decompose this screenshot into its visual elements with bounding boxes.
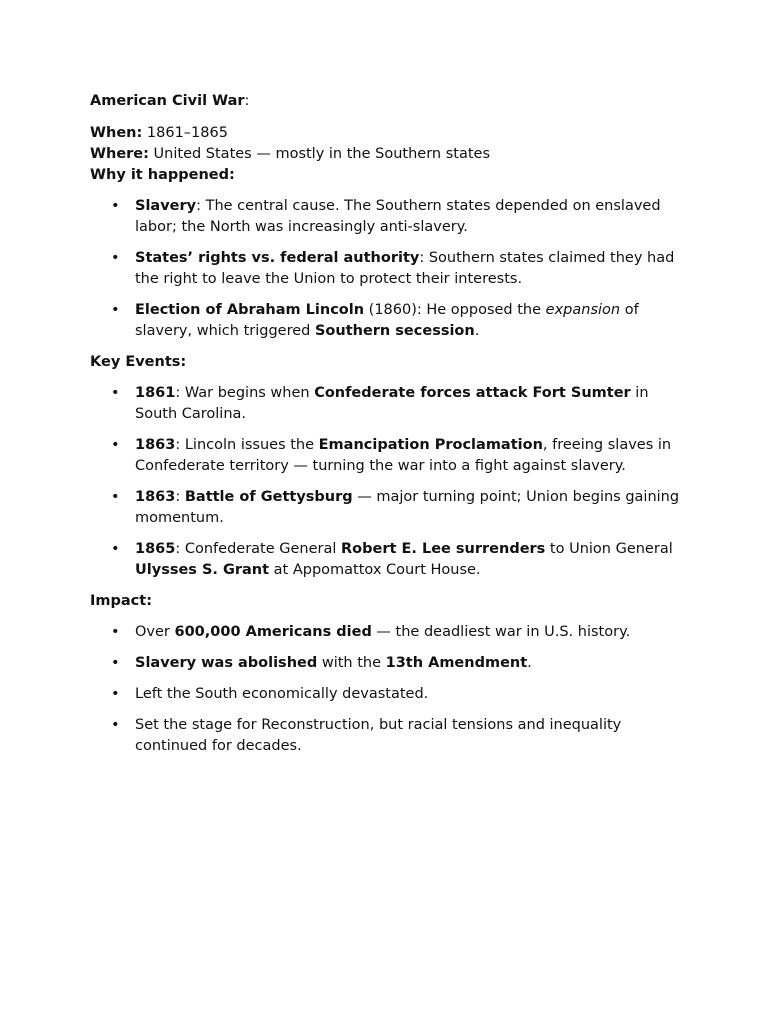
bullet-icon: • — [111, 624, 120, 640]
when-line — [90, 123, 690, 144]
text: with the — [317, 655, 386, 671]
text: Set the stage for Reconstruction, but racial tensions and inequality continued for decades. — [135, 717, 622, 754]
text: at Appomattox Court House. — [269, 562, 481, 578]
text: of slavery, which triggered — [135, 302, 639, 339]
bold-text: 1861 — [135, 385, 176, 401]
bold-text: Election of Abraham Lincoln — [135, 302, 365, 318]
text: — the deadliest war in U.S. history. — [371, 624, 631, 640]
list-item — [90, 653, 690, 674]
bullet-icon: • — [111, 250, 120, 266]
title-colon: : — [244, 93, 250, 109]
bold-text: Slavery was abolished — [135, 655, 318, 671]
why-heading-text: Why it happened: — [90, 167, 235, 183]
document-body — [90, 91, 690, 767]
text: to Union General — [545, 541, 673, 557]
text: . — [474, 323, 480, 339]
impact-heading — [90, 591, 690, 612]
bold-text: Emancipation Proclamation — [318, 437, 543, 453]
bullet-icon: • — [111, 385, 120, 401]
list-item — [90, 622, 690, 643]
bullet-icon: • — [111, 686, 120, 702]
text: Left the South economically devastated. — [135, 686, 429, 702]
bullet-icon: • — [111, 655, 120, 671]
text: . — [527, 655, 532, 671]
bold-text: 13th Amendment — [385, 655, 528, 671]
bullet-icon: • — [111, 717, 120, 733]
text: : — [175, 489, 185, 505]
list-item — [90, 487, 690, 529]
bold-text: Slavery — [135, 198, 197, 214]
impact-heading-text: Impact: — [90, 593, 152, 609]
bold-text: 600,000 Americans died — [174, 624, 372, 640]
list-item — [90, 196, 690, 238]
bold-text: Confederate forces attack Fort Sumter — [314, 385, 631, 401]
text: Over — [135, 624, 175, 640]
bold-text: 1863 — [135, 437, 176, 453]
bold-text: Southern secession — [314, 323, 475, 339]
bold-text: Battle of Gettysburg — [184, 489, 353, 505]
bold-text: States’ rights vs. federal authority — [135, 250, 420, 266]
why-list — [90, 196, 690, 342]
bullet-icon: • — [111, 437, 120, 453]
text: (1860): He opposed the — [364, 302, 546, 318]
events-heading — [90, 352, 690, 373]
when-label: When: — [90, 125, 143, 141]
bold-text: 1865 — [135, 541, 176, 557]
events-heading-text: Key Events: — [90, 354, 187, 370]
italic-text: expansion — [545, 302, 621, 318]
where-label: Where: — [90, 146, 149, 162]
list-item — [90, 383, 690, 425]
bold-text: Robert E. Lee surrenders — [341, 541, 546, 557]
list-item — [90, 684, 690, 705]
text: : Southern states claimed they had the right to leave the Union to protect their interests. — [135, 250, 675, 287]
text: : The central cause. The Southern states depended on enslaved labor; the North was increasingly anti-slavery. — [135, 198, 661, 235]
list-item — [90, 435, 690, 477]
bold-text: 1863 — [135, 489, 176, 505]
text: in South Carolina. — [135, 385, 649, 422]
impact-list — [90, 622, 690, 757]
text: : Confederate General — [175, 541, 342, 557]
bullet-icon: • — [111, 489, 120, 505]
when-value: 1861–1865 — [142, 125, 228, 141]
bullet-icon: • — [111, 198, 120, 214]
title-text: American Civil War — [90, 93, 245, 109]
list-item — [90, 539, 690, 581]
bullet-icon: • — [111, 541, 120, 557]
list-item — [90, 248, 690, 290]
why-heading — [90, 165, 690, 186]
bold-text: Ulysses S. Grant — [135, 562, 270, 578]
text: : War begins when — [175, 385, 315, 401]
text: , freeing slaves in Confederate territory — turning the war into a fight against slavery. — [135, 437, 672, 474]
bullet-icon: • — [111, 302, 120, 318]
text: — major turning point; Union begins gaining momentum. — [135, 489, 680, 526]
text: : Lincoln issues the — [175, 437, 319, 453]
events-list — [90, 383, 690, 581]
list-item — [90, 715, 690, 757]
list-item — [90, 300, 690, 342]
where-value: United States — mostly in the Southern states — [148, 146, 490, 162]
where-line — [90, 144, 690, 165]
document-title — [90, 91, 690, 112]
